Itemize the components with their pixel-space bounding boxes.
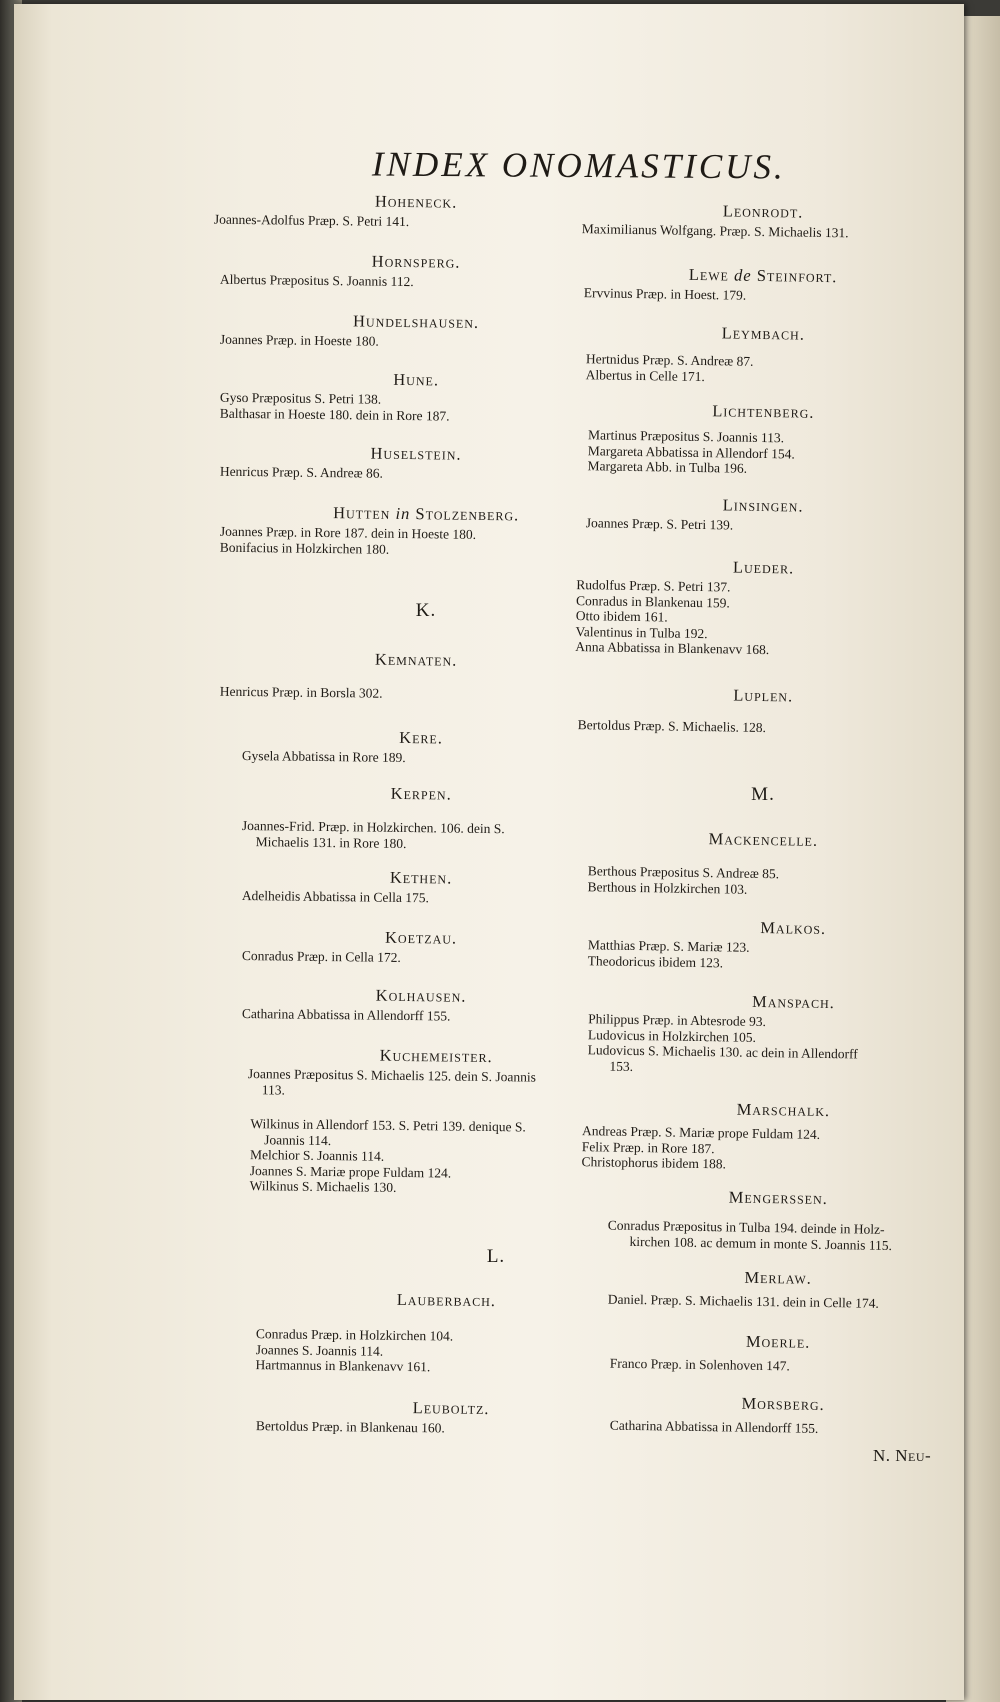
- entry-line: Martinus Præpositus S. Joannis 113.: [587, 427, 785, 446]
- entry-line: Matthias Præp. S. Mariæ 123.: [587, 937, 750, 955]
- index-entry: [590, 1389, 937, 1438]
- family-heading: Leymbach.: [721, 323, 806, 344]
- entry-line: Catharina Abbatissa in Allendorff 155.: [609, 1417, 819, 1436]
- index-entry: [589, 987, 936, 1078]
- index-entry: [220, 780, 593, 854]
- section-letter-l: L.: [486, 1246, 506, 1267]
- entry-line: Ludovicus S. Michaelis 130. ac dein in Allendorff: [587, 1042, 858, 1062]
- entry-line: Hertnidus Præp. S. Andreæ 87.: [585, 351, 754, 369]
- entry-line: Hartmannus in Blankenavv 161.: [255, 1357, 431, 1375]
- family-heading: Manspach.: [751, 991, 835, 1013]
- index-entry: [220, 924, 592, 968]
- family-heading: Linsingen.: [722, 495, 804, 516]
- index-entry: [590, 1263, 937, 1312]
- entry-line: Wilkinus S. Michaelis 130.: [249, 1178, 397, 1195]
- page-title: INDEX ONOMASTICUS.: [371, 144, 786, 187]
- family-heading: Huselstein.: [370, 443, 462, 464]
- entry-line: Albertus in Celle 171.: [585, 366, 705, 384]
- family-heading: Kolhausen.: [375, 985, 467, 1006]
- index-entry: [575, 553, 937, 660]
- entry-line: Ludovicus in Holzkirchen 105.: [587, 1026, 757, 1045]
- family-heading: Kethen.: [389, 867, 453, 888]
- family-heading: Hoheneck.: [374, 191, 458, 212]
- family-heading: Kerpen.: [390, 783, 452, 804]
- entry-line: Bonifacius in Holzkirchen 180.: [219, 539, 390, 557]
- entry-line: Philippus Præp. in Abtesrode 93.: [588, 1011, 767, 1030]
- family-heading: Lichtenberg.: [712, 401, 815, 422]
- entry-line: Melchior S. Joannis 114.: [249, 1147, 385, 1164]
- index-entry: [220, 500, 593, 560]
- entry-line: Albertus Præpositus S. Joannis 112.: [219, 271, 414, 290]
- family-heading: Leonrodt.: [722, 201, 804, 222]
- entry-line: Conradus Præp. in Holzkirchen 104.: [255, 1326, 454, 1344]
- entry-line: Andreas Præp. S. Mariæ prope Fuldam 124.: [581, 1123, 821, 1142]
- index-entry: [220, 308, 592, 352]
- entry-line: Catharina Abbatissa in Allendorff 155.: [241, 1005, 451, 1024]
- entry-line: Joannes-Frid. Præp. in Holzkirchen. 106. dein S.: [241, 817, 505, 837]
- family-heading: Hornsperg.: [371, 251, 461, 272]
- family-heading: Mengerssen.: [728, 1187, 829, 1209]
- entry-line: Daniel. Præp. S. Michaelis 131. dein in Celle 174.: [607, 1291, 879, 1311]
- entry-line: Joannes S. Joannis 114.: [255, 1341, 384, 1359]
- index-entry: [590, 1183, 937, 1253]
- index-entry: [220, 1394, 592, 1438]
- index-entry: [589, 825, 936, 899]
- entry-line: Conradus Præp. in Cella 172.: [241, 947, 401, 965]
- index-entry: [590, 1327, 937, 1376]
- index-entry: [581, 197, 937, 242]
- entry-line: Franco Præp. in Solenhoven 147.: [609, 1355, 790, 1374]
- entry-line: Conradus in Blankenau 159.: [575, 592, 730, 610]
- entry-line: Wilkinus in Allendorf 153. S. Petri 139. denique S.: [250, 1116, 526, 1135]
- index-entry: [589, 397, 936, 479]
- family-heading: Hune.: [393, 369, 440, 390]
- entry-line: Joannes Præp. in Hoeste 180.: [219, 331, 379, 349]
- entry-line: Bertoldus Præp. in Blankenau 160.: [255, 1418, 445, 1436]
- family-heading: Malkos.: [760, 917, 827, 938]
- family-heading: Luplen.: [733, 685, 794, 706]
- index-entry: [219, 1286, 592, 1377]
- entry-line: Rudolfus Præp. S. Petri 137.: [576, 577, 731, 595]
- index-entry: [220, 440, 592, 484]
- entry-line: 113.: [261, 1081, 285, 1098]
- family-heading: Morsberg.: [741, 1393, 825, 1414]
- index-entry: [220, 982, 592, 1026]
- entry-line: Felix Præp. in Rore 187.: [581, 1138, 715, 1156]
- index-entry: [220, 646, 593, 704]
- entry-line: Ervvinus Præp. in Hoest. 179.: [583, 285, 747, 303]
- entry-line: kirchen 108. ac demum in monte S. Joannis 115.: [629, 1233, 893, 1253]
- index-entry: [585, 319, 937, 387]
- family-heading: Hundelshausen.: [352, 311, 480, 332]
- section-letter-k: K.: [415, 600, 437, 621]
- family-heading: Lewe de Steinfort.: [688, 264, 838, 287]
- entry-line: Maximilianus Wolfgang. Præp. S. Michaelis 131.: [581, 221, 849, 241]
- entry-line: Valentinus in Tulba 192.: [575, 623, 708, 641]
- entry-line: Joannes Præp. S. Petri 139.: [585, 515, 734, 533]
- section-letter-m: M.: [751, 784, 775, 805]
- family-heading: Hutten in Stolzenberg.: [333, 503, 520, 525]
- entry-line: Adelheidis Abbatissa in Cella 175.: [241, 887, 430, 906]
- family-heading: Leuboltz.: [412, 1398, 490, 1419]
- entry-line: Henricus Præp. in Borsla 302.: [219, 683, 383, 701]
- entry-line: Henricus Præp. S. Andreæ 86.: [219, 463, 384, 481]
- entry-line: Balthasar in Hoeste 180. dein in Rore 187.: [219, 405, 450, 424]
- family-heading: Marschalk.: [736, 1099, 831, 1121]
- entry-line: Theodoricus ibidem 123.: [587, 952, 724, 970]
- entry-line: Bertoldus Præp. S. Michaelis. 128.: [577, 717, 767, 736]
- entry-line: Joannes Præpositus S. Michaelis 125. dein S. Joannis: [247, 1066, 537, 1085]
- entry-line: Conradus Præpositus in Tulba 194. deinde in Holz-: [607, 1217, 885, 1237]
- index-entry: [583, 261, 937, 306]
- family-heading: Merlaw.: [744, 1267, 813, 1288]
- family-heading: Kere.: [399, 727, 444, 748]
- index-entry: [220, 1116, 593, 1198]
- entry-line: Anna Abbatissa in Blankenavv 168.: [575, 639, 770, 658]
- entry-line: Joannes-Adolfus Præp. S. Petri 141.: [213, 211, 410, 230]
- entry-line: Gysela Abbatissa in Rore 189.: [241, 747, 406, 765]
- index-entry: [220, 248, 592, 292]
- entry-line: Joannes Præp. in Rore 187. dein in Hoeste 180.: [219, 523, 477, 542]
- index-entry: [577, 681, 937, 738]
- index-entry: [585, 491, 937, 536]
- index-entry: [581, 1095, 936, 1175]
- index-entry: [220, 1042, 593, 1102]
- index-entry: [220, 724, 592, 768]
- entry-line: Christophorus ibidem 188.: [581, 1154, 727, 1172]
- entry-line: Margareta Abb. in Tulba 196.: [587, 458, 748, 476]
- entry-line: Michaelis 131. in Rore 180.: [255, 833, 407, 851]
- index-entry: [220, 864, 592, 908]
- family-heading: Mackencelle.: [708, 829, 819, 850]
- family-heading: Koetzau.: [384, 927, 458, 948]
- index-entry: [213, 188, 592, 232]
- entry-line: Berthous Præpositus S. Andreæ 85.: [587, 863, 780, 882]
- entry-line: Margareta Abbatissa in Allendorf 154.: [587, 442, 795, 462]
- entry-line: Otto ibidem 161.: [575, 608, 668, 625]
- entry-line: Joannis 114.: [264, 1131, 332, 1148]
- family-heading: Lueder.: [732, 557, 795, 578]
- catchword: N. Neu-: [873, 1446, 932, 1465]
- entry-line: Berthous in Holzkirchen 103.: [587, 878, 748, 897]
- entry-line: Gyso Præpositus S. Petri 138.: [219, 389, 382, 407]
- family-heading: Kuchemeister.: [379, 1045, 493, 1067]
- entry-line: 153.: [609, 1058, 634, 1074]
- family-heading: Kemnaten.: [374, 649, 458, 670]
- family-heading: Moerle.: [745, 1331, 811, 1352]
- index-entry: [587, 913, 937, 973]
- family-heading: Lauberbach.: [396, 1289, 497, 1311]
- index-entry: [220, 366, 593, 426]
- entry-line: Joannes S. Mariæ prope Fuldam 124.: [249, 1162, 452, 1181]
